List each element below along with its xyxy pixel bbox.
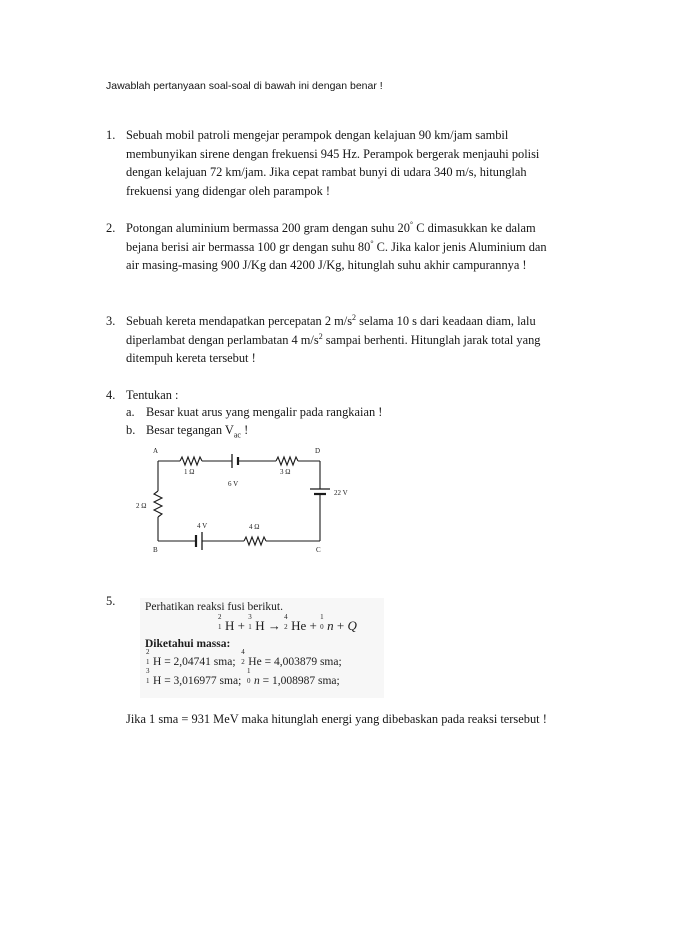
degree-sign: ° xyxy=(370,238,374,248)
question-3 xyxy=(106,312,626,370)
question-line: Sebuah kereta mendapatkan percepatan 2 $m/s^2$ selama 10 s dari keadaan diam, lalu xyxy=(126,312,536,328)
question-line: dengan kelajuan 72 km/jam. Jika cepat rambat bunyi di udara 340 m/s, hitunglah xyxy=(126,165,527,179)
question-1 xyxy=(106,126,626,202)
sub-question-b xyxy=(126,421,248,440)
question-line: Tentukan : xyxy=(126,388,179,402)
mass-he4: = 4,003879 sma; xyxy=(264,656,342,668)
question-line: Potongan aluminium bermassa 200 gram dengan suhu 20° C dimasukkan ke dalam xyxy=(126,219,536,235)
mass-neutron: = 1,008987 sma; xyxy=(262,675,340,687)
superscript: 2 xyxy=(352,312,357,322)
mass-title: Diketahui massa: xyxy=(145,638,231,650)
question-number: 2. xyxy=(106,221,116,235)
label-battery-top: 6 V xyxy=(228,480,239,488)
circuit-diagram xyxy=(128,443,348,563)
mass-h3: = 3,016977 sma; xyxy=(164,675,242,687)
mass-row-2: 3 1 H = 3,016977 sma; 1 0 n = 1,008987 sma; xyxy=(146,667,340,687)
node-label-a: A xyxy=(153,447,159,455)
label-battery-right: 22 V xyxy=(334,489,348,497)
question-number: 5. xyxy=(106,594,116,608)
isotope-he4: 4 2 xyxy=(284,613,288,631)
question-line: membunyikan sirene dengan frekuensi 945 Hz. Perampok bergerak menjauhi polisi xyxy=(126,146,540,161)
instruction-text: Jawablah pertanyaan soal-soal di bawah ini dengan benar ! xyxy=(106,80,383,92)
question-4 xyxy=(106,386,626,442)
question-number: 3. xyxy=(106,314,116,328)
label-battery-bottom: 4 V xyxy=(197,522,208,530)
question-line: Sebuah mobil patroli mengejar perampok dengan kelajuan 90 km/jam sambil xyxy=(126,128,509,142)
fusion-equation: 2 1 H + 3 1 H → 4 2 He + 1 0 n + Q xyxy=(218,613,357,633)
question-line: air masing-masing 900 J/Kg dan 4200 J/Kg, hitunglah suhu akhir campurannya ! xyxy=(126,258,527,272)
question-4-body xyxy=(126,386,616,405)
sub-question-text: Besar tegangan $V_{ac}$ ! xyxy=(146,423,249,440)
sub-question-label: b. xyxy=(126,423,136,437)
energy-q: Q xyxy=(347,618,357,633)
node-label-b: B xyxy=(153,546,158,554)
sub-question-text: Besar kuat arus yang mengalir pada rangkaian ! xyxy=(146,405,383,419)
superscript: 2 xyxy=(318,331,323,341)
question-number: 4. xyxy=(106,388,116,402)
label-r-top-left: 1 Ω xyxy=(184,468,195,476)
fusion-reaction-image xyxy=(140,598,384,698)
question-line: diperlambat dengan perlambatan 4 $m/s^2$ sampai berhenti. Hitunglah jarak total yang xyxy=(126,331,541,347)
label-r-left: 2 Ω xyxy=(136,502,147,510)
mass-row-1: 2 1 H = 2,04741 sma; 4 2 He = 4,003879 sma; xyxy=(146,648,342,668)
degree-sign: ° xyxy=(409,219,414,229)
label-r-bottom: 4 Ω xyxy=(249,523,260,531)
isotope-h2: 2 1 xyxy=(218,613,222,631)
isotope-h3: 3 1 xyxy=(248,613,252,631)
question-5-closing: Jika 1 sma = 931 MeV maka hitunglah energi yang dibebaskan pada reaksi tersebut ! xyxy=(126,712,547,726)
question-line: frekuensi yang didengar oleh parampok ! xyxy=(126,183,331,198)
node-label-c: C xyxy=(316,546,321,554)
question-line: bejana berisi air bermassa 100 gr dengan suhu 80° C. Jika kalor jenis Aluminium dan xyxy=(126,238,547,254)
resistor-left xyxy=(154,491,162,517)
sub-question-a xyxy=(126,403,382,422)
question-2-body xyxy=(126,219,616,275)
mass-h2: = 2,04741 sma; xyxy=(164,656,236,668)
question-number: 1. xyxy=(106,128,116,142)
isotope-neutron: 1 0 xyxy=(320,613,324,631)
sub-question-label: a. xyxy=(126,405,135,419)
arrow-icon: → xyxy=(267,618,281,633)
question-line: ditempuh kereta tersebut ! xyxy=(126,351,256,365)
question-2 xyxy=(106,219,626,277)
label-r-top-right: 3 Ω xyxy=(280,468,291,476)
question-3-body xyxy=(126,312,616,368)
question-1-body xyxy=(126,126,616,200)
fusion-title: Perhatikan reaksi fusi berikut. xyxy=(145,601,283,613)
resistor-top-right xyxy=(276,457,298,465)
subscript: ac xyxy=(233,430,241,440)
node-label-d: D xyxy=(315,447,321,455)
resistor-bottom xyxy=(244,537,266,545)
resistor-top-left xyxy=(180,457,202,465)
